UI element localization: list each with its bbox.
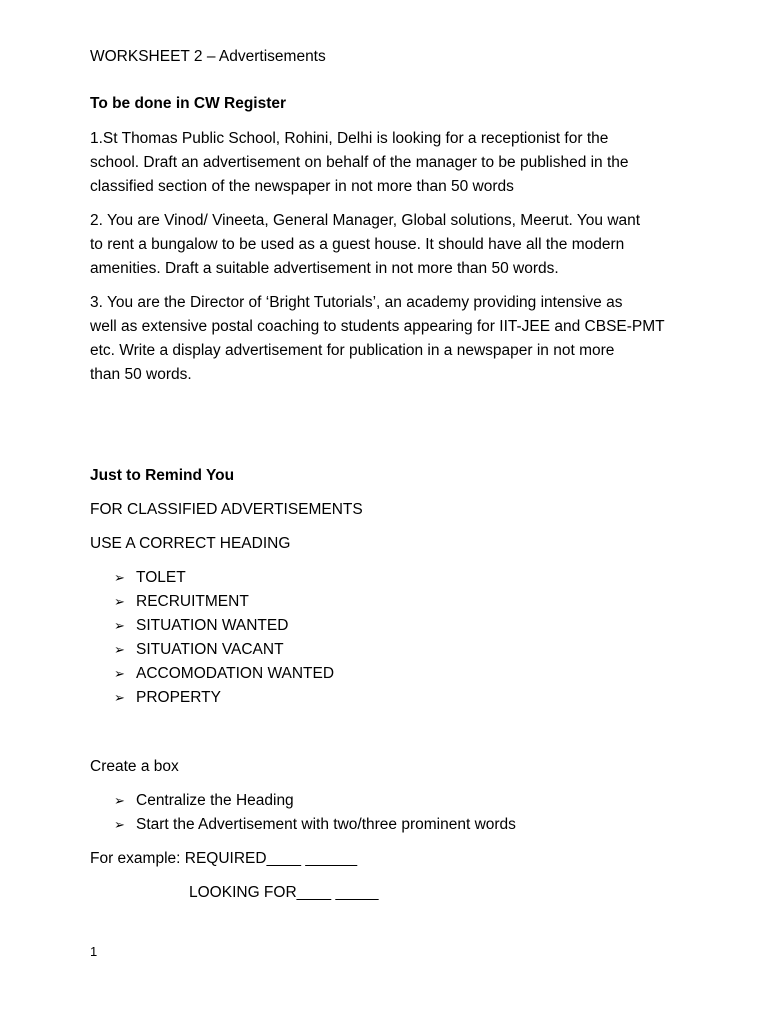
list-item-label: ACCOMODATION WANTED xyxy=(136,665,335,682)
list-item-label: TOLET xyxy=(136,569,186,586)
classified-heading: FOR CLASSIFIED ADVERTISEMENTS xyxy=(90,501,363,518)
question-line: 1.St Thomas Public School, Rohini, Delhi is looking for a receptionist for the xyxy=(90,130,609,147)
list-item xyxy=(114,662,334,686)
list-item xyxy=(114,638,334,662)
arrow-bullet-icon: ➢ xyxy=(114,594,125,609)
question-line: well as extensive postal coaching to students appearing for IIT-JEE and CBSE-PMT xyxy=(90,318,665,335)
question-line: school. Draft an advertisement on behalf of the manager to be published in the xyxy=(90,154,629,171)
heading-list xyxy=(114,566,334,710)
list-item-label: SITUATION VACANT xyxy=(136,641,284,658)
example-line-2: LOOKING FOR____ _____ xyxy=(189,884,379,901)
arrow-bullet-icon: ➢ xyxy=(114,666,125,681)
list-item-label: RECRUITMENT xyxy=(136,593,249,610)
example-line-1: For example: REQUIRED____ ______ xyxy=(90,850,358,867)
question-line: amenities. Draft a suitable advertisement in not more than 50 words. xyxy=(90,260,559,277)
arrow-bullet-icon: ➢ xyxy=(114,690,125,705)
question-1 xyxy=(90,127,690,199)
question-3 xyxy=(90,291,690,387)
worksheet-title: WORKSHEET 2 – Advertisements xyxy=(90,48,326,65)
use-heading-instruction: USE A CORRECT HEADING xyxy=(90,535,291,552)
question-line: etc. Write a display advertisement for publication in a newspaper in not more xyxy=(90,342,615,359)
question-line: than 50 words. xyxy=(90,366,192,383)
list-item xyxy=(114,813,516,837)
question-line: to rent a bungalow to be used as a guest house. It should have all the modern xyxy=(90,236,625,253)
arrow-bullet-icon: ➢ xyxy=(114,817,125,832)
list-item-label: SITUATION WANTED xyxy=(136,617,289,634)
box-heading: Create a box xyxy=(90,758,179,775)
list-item-label: PROPERTY xyxy=(136,689,221,706)
list-item xyxy=(114,566,334,590)
list-item-label: Centralize the Heading xyxy=(136,792,294,809)
list-item xyxy=(114,789,516,813)
arrow-bullet-icon: ➢ xyxy=(114,642,125,657)
arrow-bullet-icon: ➢ xyxy=(114,618,125,633)
arrow-bullet-icon: ➢ xyxy=(114,570,125,585)
question-line: 2. You are Vinod/ Vineeta, General Manager, Global solutions, Meerut. You want xyxy=(90,212,641,229)
list-item xyxy=(114,590,334,614)
question-2 xyxy=(90,209,690,281)
reminder-heading: Just to Remind You xyxy=(90,467,235,484)
page-number: 1 xyxy=(90,944,98,959)
list-item xyxy=(114,614,334,638)
arrow-bullet-icon: ➢ xyxy=(114,793,125,808)
box-points-list xyxy=(114,789,516,837)
question-line: 3. You are the Director of ‘Bright Tutorials’, an academy providing intensive as xyxy=(90,294,623,311)
list-item xyxy=(114,686,334,710)
list-item-label: Start the Advertisement with two/three prominent words xyxy=(136,816,516,833)
question-line: classified section of the newspaper in not more than 50 words xyxy=(90,178,514,195)
instruction-heading: To be done in CW Register xyxy=(90,95,287,112)
